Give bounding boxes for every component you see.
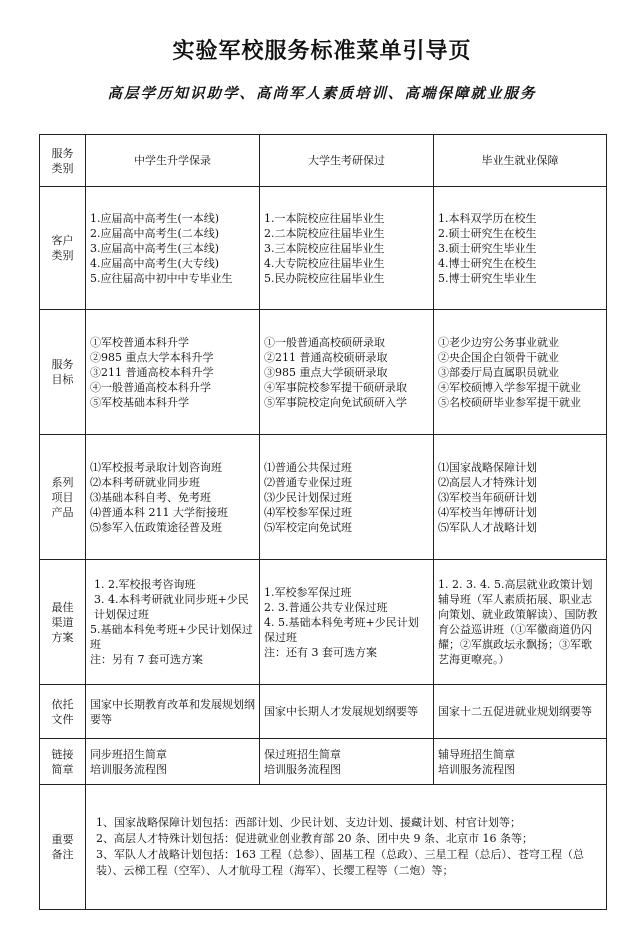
list-item: 4.博士研究生在校生 xyxy=(438,256,537,270)
basis-col2: 国家中长期人才发展规划纲要等 xyxy=(260,685,434,739)
list-item: 1.军校参军保过班 xyxy=(264,585,352,599)
customer-row xyxy=(40,187,607,310)
note-line: 1、国家战略保障计划包括：西部计划、少民计划、支边计划、援藏计划、村官计划等； xyxy=(96,816,521,829)
customer-col3 xyxy=(434,187,607,310)
products-row xyxy=(40,435,607,560)
list-item: 注：还有 3 套可选方案 xyxy=(264,645,377,659)
list-item: ①一般普通高校硕研录取 xyxy=(264,335,385,349)
list-item: 4. 5.基础本科免考班+少民计划保过班 xyxy=(264,615,419,644)
brochure-link[interactable]: 同步班招生简章 xyxy=(90,747,167,761)
list-item: ⑶基础本科自考、免考班 xyxy=(90,490,211,504)
list-item: 4.应届高中高考生(大专线) xyxy=(90,256,220,270)
basis-col3: 国家十二五促进就业规划纲要等 xyxy=(434,685,607,739)
notes-row xyxy=(40,785,607,910)
list-item: 3.应届高中高考生(三本线) xyxy=(90,241,220,255)
brochure-link[interactable]: 辅导班招生简章 xyxy=(438,747,515,761)
list-item: 5.民办院校应往届毕业生 xyxy=(264,271,385,285)
header-row xyxy=(40,135,607,187)
list-item: ⑸军校定向免试班 xyxy=(264,520,352,534)
basis-row xyxy=(40,685,607,739)
page-title: 实验军校服务标准菜单引导页 xyxy=(172,39,472,64)
row-label-goals: 服务 目标 xyxy=(40,310,86,435)
header-graduate: 毕业生就业保障 xyxy=(434,135,607,187)
list-item: 1. 2.军校报考咨询班 xyxy=(94,578,196,591)
list-item: 2. 3.普通公共专业保过班 xyxy=(264,600,388,614)
channels-col2 xyxy=(260,560,434,685)
list-item: 5.博士研究生毕业生 xyxy=(438,271,537,285)
list-item: ②央企国企白领骨干就业 xyxy=(438,350,559,364)
list-item: ①军校普通本科升学 xyxy=(90,335,189,349)
list-item: ②985 重点大学本科升学 xyxy=(90,350,214,364)
list-item: ⑤军校基础本科升学 xyxy=(90,395,189,409)
header-middle-school: 中学生升学保录 xyxy=(86,135,260,187)
goals-col1 xyxy=(86,310,260,435)
list-item: ④一般普通高校本科升学 xyxy=(90,380,211,394)
list-item: 2.应届高中高考生(二本线) xyxy=(90,226,220,240)
products-col2 xyxy=(260,435,434,560)
links-col1 xyxy=(86,739,260,785)
list-item: 2.硕士研究生在校生 xyxy=(438,226,537,240)
list-item: ④军校硕博入学参军提干就业 xyxy=(438,380,581,394)
row-label-products: 系列 项目 产品 xyxy=(40,435,86,560)
row-label-basis: 依托 文件 xyxy=(40,685,86,739)
goals-col3 xyxy=(434,310,607,435)
row-label-links: 链接 简章 xyxy=(40,739,86,785)
list-item: 2.二本院校应往届毕业生 xyxy=(264,226,385,240)
channels-col1 xyxy=(86,560,260,685)
list-item: 1.应届高中高考生(一本线) xyxy=(90,211,220,225)
list-item: 注：另有 7 套可选方案 xyxy=(90,653,203,666)
products-col1 xyxy=(86,435,260,560)
list-item: ⑤军事院校定向免试硕研入学 xyxy=(264,395,407,409)
links-row xyxy=(40,739,607,785)
service-menu-table xyxy=(39,134,607,910)
list-item: ④军事院校参军提干硕研录取 xyxy=(264,380,407,394)
list-item: ⑶军校当年硕研计划 xyxy=(438,490,537,504)
list-item: ⑷普通本科 211 大学衔接班 xyxy=(90,505,228,519)
flowchart-link[interactable]: 培训服务流程图 xyxy=(438,762,515,776)
list-item: ③部委厅局直属职员就业 xyxy=(438,365,559,379)
brochure-link[interactable]: 保过班招生简章 xyxy=(264,747,341,761)
note-line: 3、军队人才战略计划包括：163 工程（总参）、固基工程（总政）、三星工程（总后）、苍穹工程（总装）、云梯工程（空军）、人才航母工程（海军）、长缨工程等（二炮）等； xyxy=(96,848,584,877)
list-item: 1. 2. 3. 4. 5.高层就业政策计划辅导班（军人素质拓展、职业志向策划、就业政策解读）、国防教育公益巡讲班（①军徽商道仍闪耀；②军旗政坛永飘扬；③军歌艺海更嘹亮。） xyxy=(438,578,598,666)
page-subtitle: 高层学历知识助学、高尚军人素质培训、高端保障就业服务 xyxy=(107,85,537,102)
flowchart-link[interactable]: 培训服务流程图 xyxy=(264,762,341,776)
list-item: ⑵高层人才特殊计划 xyxy=(438,475,537,489)
list-item: ⑵普通专业保过班 xyxy=(264,475,352,489)
channels-col3 xyxy=(434,560,607,685)
list-item: 1.一本院校应往届毕业生 xyxy=(264,211,385,225)
list-item: ⑴普通公共保过班 xyxy=(264,460,352,474)
row-label-notes: 重要 备注 xyxy=(40,785,86,910)
channels-row xyxy=(40,560,607,685)
list-item: ⑷军校当年博研计划 xyxy=(438,505,537,519)
header-university: 大学生考研保过 xyxy=(260,135,434,187)
basis-col1: 国家中长期教育改革和发展规划纲要等 xyxy=(86,685,260,739)
list-item: 5.应往届高中初中中专毕业生 xyxy=(90,271,233,285)
list-item: ①老少边穷公务事业就业 xyxy=(438,335,559,349)
customer-col2 xyxy=(260,187,434,310)
list-item: 3. 4.本科考研就业同步班+少民计划保过班 xyxy=(94,593,249,621)
goals-row xyxy=(40,310,607,435)
list-item: 3.硕士研究生毕业生 xyxy=(438,241,537,255)
row-label-service-category: 服务 类别 xyxy=(40,135,86,187)
list-item: 4.大专院校应往届毕业生 xyxy=(264,256,385,270)
links-col3 xyxy=(434,739,607,785)
list-item: ③985 重点大学硕研录取 xyxy=(264,365,388,379)
list-item: ⑸军队人才战略计划 xyxy=(438,520,537,534)
notes-cell xyxy=(86,785,607,910)
list-item: ⑵本科考研就业同步班 xyxy=(90,475,200,489)
list-item: ⑸参军入伍政策途径普及班 xyxy=(90,520,222,534)
customer-col1 xyxy=(86,187,260,310)
list-item: ⑴军校报考录取计划咨询班 xyxy=(90,460,222,474)
list-item: ⑷军校参军保过班 xyxy=(264,505,352,519)
list-item: ③211 普通高校本科升学 xyxy=(90,365,214,379)
products-col3 xyxy=(434,435,607,560)
links-col2 xyxy=(260,739,434,785)
list-item: 5.基础本科免考班+少民计划保过班 xyxy=(90,623,253,651)
note-line: 2、高层人才特殊计划包括：促进就业创业教育部 20 条、团中央 9 条、北京市 16 条等； xyxy=(96,832,533,845)
goals-col2 xyxy=(260,310,434,435)
row-label-customer: 客户 类别 xyxy=(40,187,86,310)
list-item: ②211 普通高校硕研录取 xyxy=(264,350,388,364)
flowchart-link[interactable]: 培训服务流程图 xyxy=(90,762,167,776)
row-label-channels: 最佳 渠道 方案 xyxy=(40,560,86,685)
list-item: 3.三本院校应往届毕业生 xyxy=(264,241,385,255)
list-item: ⑴国家战略保障计划 xyxy=(438,460,537,474)
list-item: 1.本科双学历在校生 xyxy=(438,211,537,225)
list-item: ⑶少民计划保过班 xyxy=(264,490,352,504)
list-item: ⑤名校硕研毕业参军提干就业 xyxy=(438,395,581,409)
